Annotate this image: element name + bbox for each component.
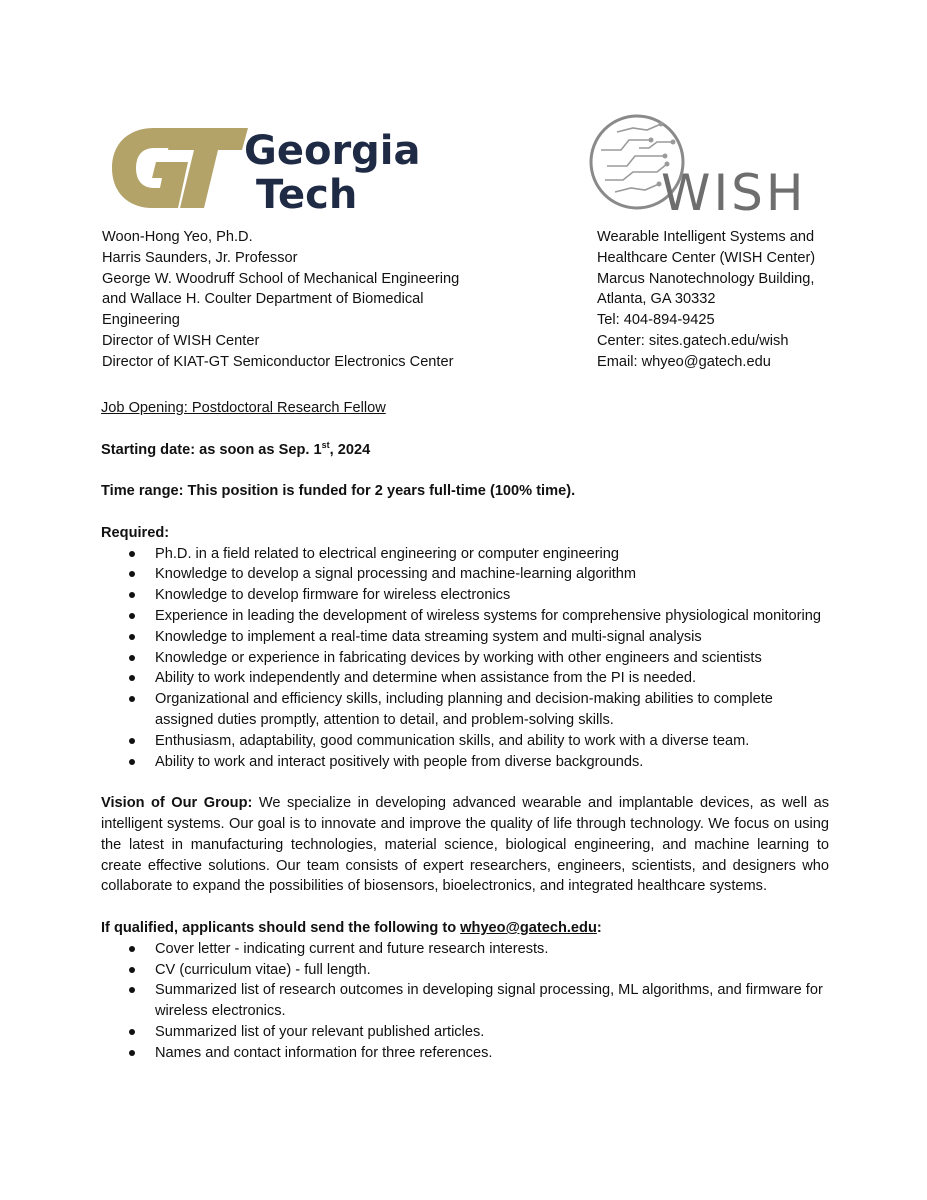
pi-affiliation-line-1: George W. Woodruff School of Mechanical Engineering [102, 270, 460, 287]
list-item: Knowledge or experience in fabricating devices by working with other engineers and scientists [101, 648, 829, 669]
pi-affiliation-line-3: Engineering [102, 312, 180, 329]
list-item: Knowledge to develop a signal processing and machine-learning algorithm [101, 564, 829, 585]
list-item: Cover letter - indicating current and future research interests. [101, 939, 829, 960]
list-item: Knowledge to develop firmware for wireless electronics [101, 585, 829, 606]
apply-list [101, 939, 829, 1064]
wish-logo-text: WISH [661, 164, 807, 216]
list-item: Ability to work and interact positively with people from diverse backgrounds. [101, 752, 829, 773]
logo-word-tech: Tech [256, 172, 358, 214]
list-item: Ability to work independently and determine when assistance from the PI is needed. [101, 668, 829, 689]
pi-director-kiat: Director of KIAT-GT Semiconductor Electronics Center [102, 353, 454, 370]
logo-word-georgia: Georgia [244, 128, 421, 174]
apply-prefix: If qualified, applicants should send the following to [101, 919, 461, 936]
pi-name: Woon-Hong Yeo, Ph.D. [102, 229, 253, 245]
vision-text: We specialize in developing advanced wearable and implantable devices, as well as intelligent systems. Our goal is to innovate and improve the quality of life through technology. We focus on using the latest in manufacturing technologies, material science, biological engineering, and machine learning to create effective solutions. Our team consists of expert researchers, engineers, scientists, and designers who collaborate to expand the possibilities of biosensors, bioelectronics, and integrated healthcare systems. [101, 795, 829, 895]
required-list [101, 544, 829, 773]
list-item: Summarized list of research outcomes in developing signal processing, ML algorithms, and firmware for wireless electronics. [101, 980, 829, 1022]
center-contact-block [597, 227, 897, 373]
starting-date-sup: st [321, 439, 330, 450]
starting-date-suffix: , 2024 [329, 441, 371, 458]
job-title: Job Opening: Postdoctoral Research Fellow [101, 400, 386, 416]
center-website: Center: sites.gatech.edu/wish [597, 332, 789, 349]
starting-date-prefix: Starting date: as soon as Sep. 1 [101, 441, 322, 458]
list-item: Enthusiasm, adaptability, good communication skills, and ability to work with a diverse team. [101, 731, 829, 752]
center-building: Marcus Nanotechnology Building, [597, 270, 815, 287]
list-item: Knowledge to implement a real-time data streaming system and multi-signal analysis [101, 627, 829, 648]
vision-paragraph [101, 793, 829, 897]
vision-label: Vision of Our Group: [101, 795, 253, 812]
starting-date [101, 440, 829, 461]
list-item: Summarized list of your relevant published articles. [101, 1022, 829, 1043]
list-item: Names and contact information for three references. [101, 1043, 829, 1064]
time-range: Time range: This position is funded for 2 years full-time (100% time). [101, 483, 576, 500]
center-phone: Tel: 404-894-9425 [597, 312, 715, 329]
georgia-tech-logo [102, 122, 422, 214]
center-email: Email: whyeo@gatech.edu [597, 353, 771, 370]
pi-director-wish: Director of WISH Center [102, 332, 260, 349]
required-label: Required: [101, 524, 170, 541]
pi-title: Harris Saunders, Jr. Professor [102, 249, 298, 266]
center-city: Atlanta, GA 30332 [597, 291, 716, 308]
list-item: Ph.D. in a field related to electrical engineering or computer engineering [101, 544, 829, 565]
list-item: Organizational and efficiency skills, including planning and decision-making abilities to complete assigned duties promptly, attention to detail, and problem-solving skills. [101, 689, 829, 731]
center-name-line-1: Wearable Intelligent Systems and [597, 229, 815, 245]
job-posting-body [101, 398, 829, 1084]
list-item: CV (curriculum vitae) - full length. [101, 960, 829, 981]
center-name-line-2: Healthcare Center (WISH Center) [597, 249, 816, 266]
list-item: Experience in leading the development of wireless systems for comprehensive physiological monitoring [101, 606, 829, 627]
wish-center-logo [587, 110, 827, 216]
apply-suffix: : [596, 919, 602, 936]
pi-contact-block [102, 227, 532, 373]
apply-instructions [101, 918, 829, 939]
apply-email-link[interactable]: whyeo@gatech.edu [460, 919, 597, 936]
pi-affiliation-line-2: and Wallace H. Coulter Department of Biomedical [102, 291, 424, 308]
